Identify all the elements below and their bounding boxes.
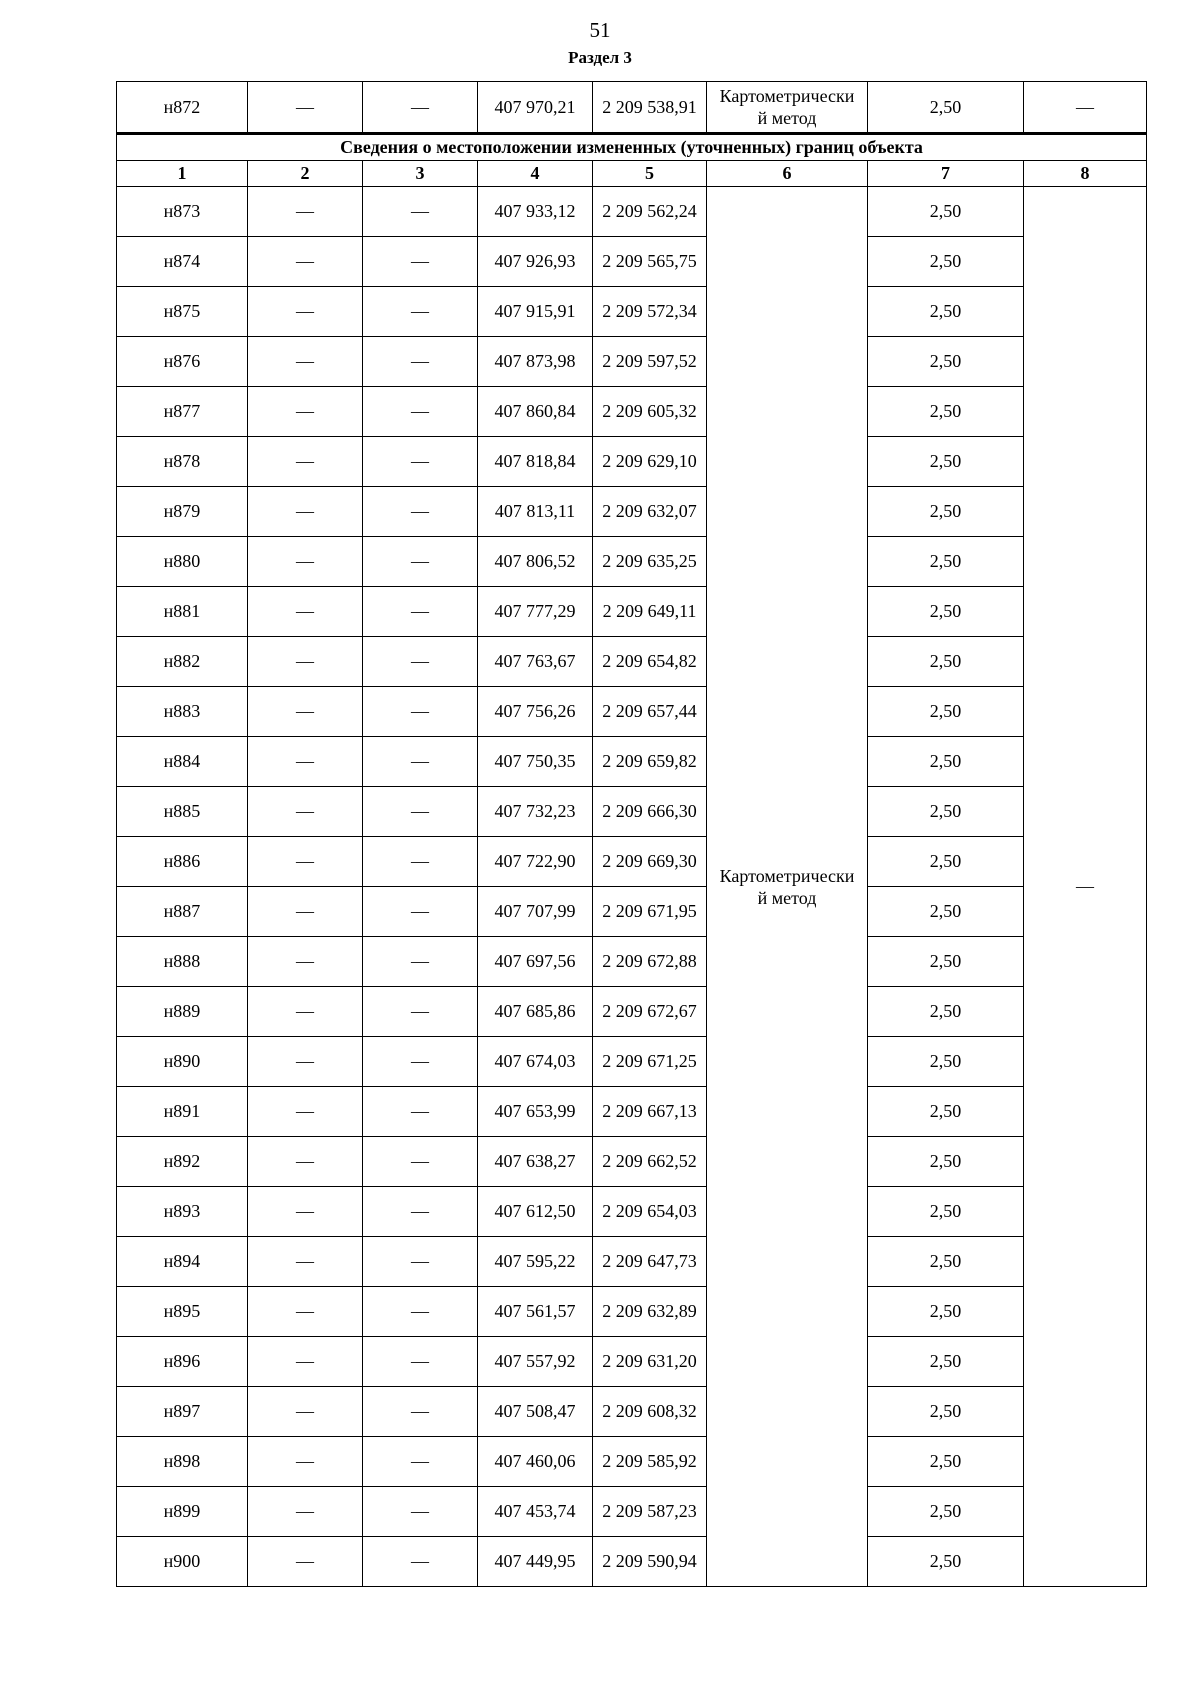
col2-cell: — xyxy=(248,487,363,537)
y-coordinate-cell: 2 209 590,94 xyxy=(593,1537,707,1587)
x-coordinate-cell: 407 707,99 xyxy=(478,887,593,937)
col2-cell: — xyxy=(248,1087,363,1137)
table-row xyxy=(117,587,1147,637)
col3-cell: — xyxy=(363,1037,478,1087)
point-id-cell: н881 xyxy=(117,587,248,637)
col2-cell: — xyxy=(248,937,363,987)
point-id-cell: н897 xyxy=(117,1387,248,1437)
precision-cell: 2,50 xyxy=(868,1187,1024,1237)
table-row xyxy=(117,887,1147,937)
y-coordinate-cell: 2 209 654,03 xyxy=(593,1187,707,1237)
point-id-cell: н887 xyxy=(117,887,248,937)
precision-cell: 2,50 xyxy=(868,587,1024,637)
method-cell xyxy=(707,82,868,134)
table-row xyxy=(117,537,1147,587)
y-coordinate-cell: 2 209 565,75 xyxy=(593,237,707,287)
precision-cell: 2,50 xyxy=(868,1037,1024,1087)
col3-cell: — xyxy=(363,82,478,134)
precision-cell: 2,50 xyxy=(868,82,1024,134)
table-row xyxy=(117,787,1147,837)
table-row xyxy=(117,1487,1147,1537)
precision-cell: 2,50 xyxy=(868,1287,1024,1337)
y-coordinate-cell: 2 209 632,89 xyxy=(593,1287,707,1337)
y-coordinate-cell: 2 209 632,07 xyxy=(593,487,707,537)
precision-cell: 2,50 xyxy=(868,1087,1024,1137)
point-id-cell: н895 xyxy=(117,1287,248,1337)
x-coordinate-cell: 407 722,90 xyxy=(478,837,593,887)
column-number: 4 xyxy=(478,161,593,187)
col3-cell: — xyxy=(363,337,478,387)
col2-cell: — xyxy=(248,587,363,637)
y-coordinate-cell: 2 209 657,44 xyxy=(593,687,707,737)
column-number: 1 xyxy=(117,161,248,187)
table-row xyxy=(117,1237,1147,1287)
point-id-cell: н900 xyxy=(117,1537,248,1587)
precision-cell: 2,50 xyxy=(868,487,1024,537)
precision-cell: 2,50 xyxy=(868,937,1024,987)
x-coordinate-cell: 407 508,47 xyxy=(478,1387,593,1437)
table-row xyxy=(117,1437,1147,1487)
point-id-cell: н882 xyxy=(117,637,248,687)
x-coordinate-cell: 407 685,86 xyxy=(478,987,593,1037)
col2-cell: — xyxy=(248,1037,363,1087)
precision-cell: 2,50 xyxy=(868,637,1024,687)
y-coordinate-cell: 2 209 649,11 xyxy=(593,587,707,637)
col3-cell: — xyxy=(363,887,478,937)
method-line-1: Картометрически xyxy=(719,865,855,886)
point-id-cell: н891 xyxy=(117,1087,248,1137)
point-id-cell: н898 xyxy=(117,1437,248,1487)
precision-cell: 2,50 xyxy=(868,437,1024,487)
point-id-cell: н876 xyxy=(117,337,248,387)
y-coordinate-cell: 2 209 597,52 xyxy=(593,337,707,387)
col3-cell: — xyxy=(363,1337,478,1387)
col3-cell: — xyxy=(363,237,478,287)
point-id-cell: н879 xyxy=(117,487,248,537)
col2-cell: — xyxy=(248,337,363,387)
column-number: 7 xyxy=(868,161,1024,187)
x-coordinate-cell: 407 595,22 xyxy=(478,1237,593,1287)
table-row xyxy=(117,287,1147,337)
col2-cell: — xyxy=(248,537,363,587)
col3-cell: — xyxy=(363,637,478,687)
col2-cell: — xyxy=(248,387,363,437)
point-id-cell: н892 xyxy=(117,1137,248,1187)
precision-cell: 2,50 xyxy=(868,737,1024,787)
y-coordinate-cell: 2 209 671,25 xyxy=(593,1037,707,1087)
y-coordinate-cell: 2 209 572,34 xyxy=(593,287,707,337)
x-coordinate-cell: 407 806,52 xyxy=(478,537,593,587)
point-id-cell: н899 xyxy=(117,1487,248,1537)
col3-cell: — xyxy=(363,487,478,537)
col3-cell: — xyxy=(363,1487,478,1537)
point-id-cell: н883 xyxy=(117,687,248,737)
table-caption: Сведения о местоположении измененных (уточненных) границ объекта xyxy=(117,134,1147,161)
precision-cell: 2,50 xyxy=(868,837,1024,887)
page-number: 51 xyxy=(589,18,611,42)
y-coordinate-cell: 2 209 587,23 xyxy=(593,1487,707,1537)
x-coordinate-cell: 407 557,92 xyxy=(478,1337,593,1387)
table-row xyxy=(117,1387,1147,1437)
col2-cell: — xyxy=(248,437,363,487)
col2-cell: — xyxy=(248,837,363,887)
point-id-cell: н878 xyxy=(117,437,248,487)
x-coordinate-cell: 407 732,23 xyxy=(478,787,593,837)
table-row xyxy=(117,337,1147,387)
precision-cell: 2,50 xyxy=(868,1137,1024,1187)
x-coordinate-cell: 407 449,95 xyxy=(478,1537,593,1587)
y-coordinate-cell: 2 209 647,73 xyxy=(593,1237,707,1287)
x-coordinate-cell: 407 926,93 xyxy=(478,237,593,287)
y-coordinate-cell: 2 209 667,13 xyxy=(593,1087,707,1137)
col2-cell: — xyxy=(248,1237,363,1287)
table-row xyxy=(117,82,1147,134)
y-coordinate-cell: 2 209 672,67 xyxy=(593,987,707,1037)
x-coordinate-cell: 407 818,84 xyxy=(478,437,593,487)
y-coordinate-cell: 2 209 635,25 xyxy=(593,537,707,587)
point-id-cell: н894 xyxy=(117,1237,248,1287)
col2-cell: — xyxy=(248,987,363,1037)
table-caption-row xyxy=(117,134,1147,161)
col3-cell: — xyxy=(363,837,478,887)
column-number: 6 xyxy=(707,161,868,187)
table-row xyxy=(117,1137,1147,1187)
y-coordinate-cell: 2 209 654,82 xyxy=(593,637,707,687)
col2-cell: — xyxy=(248,1487,363,1537)
x-coordinate-cell: 407 674,03 xyxy=(478,1037,593,1087)
table-row xyxy=(117,387,1147,437)
x-coordinate-cell: 407 860,84 xyxy=(478,387,593,437)
column-number-row xyxy=(117,161,1147,187)
col3-cell: — xyxy=(363,787,478,837)
method-line-1: Картометрически xyxy=(719,86,855,106)
y-coordinate-cell: 2 209 662,52 xyxy=(593,1137,707,1187)
precision-cell: 2,50 xyxy=(868,787,1024,837)
y-coordinate-cell: 2 209 631,20 xyxy=(593,1337,707,1387)
table-row xyxy=(117,437,1147,487)
point-id-cell: н886 xyxy=(117,837,248,887)
col3-cell: — xyxy=(363,687,478,737)
point-id-cell: н893 xyxy=(117,1187,248,1237)
col2-cell: — xyxy=(248,287,363,337)
y-coordinate-cell: 2 209 538,91 xyxy=(593,82,707,134)
y-coordinate-cell: 2 209 669,30 xyxy=(593,837,707,887)
col3-cell: — xyxy=(363,537,478,587)
point-id-cell: н880 xyxy=(117,537,248,587)
method-line-2: й метод xyxy=(757,108,817,128)
table-row xyxy=(117,687,1147,737)
precision-cell: 2,50 xyxy=(868,187,1024,237)
col2-cell: — xyxy=(248,1287,363,1337)
col2-cell: — xyxy=(248,637,363,687)
y-coordinate-cell: 2 209 672,88 xyxy=(593,937,707,987)
col3-cell: — xyxy=(363,1187,478,1237)
column-number: 5 xyxy=(593,161,707,187)
table-row xyxy=(117,837,1147,887)
point-id-cell: н884 xyxy=(117,737,248,787)
col3-cell: — xyxy=(363,737,478,787)
y-coordinate-cell: 2 209 629,10 xyxy=(593,437,707,487)
table-row xyxy=(117,187,1147,237)
col2-cell: — xyxy=(248,82,363,134)
col8-cell: — xyxy=(1024,187,1147,1587)
table-row xyxy=(117,1537,1147,1587)
col3-cell: — xyxy=(363,1087,478,1137)
col3-cell: — xyxy=(363,937,478,987)
y-coordinate-cell: 2 209 585,92 xyxy=(593,1437,707,1487)
y-coordinate-cell: 2 209 659,82 xyxy=(593,737,707,787)
col3-cell: — xyxy=(363,987,478,1037)
precision-cell: 2,50 xyxy=(868,687,1024,737)
column-number: 8 xyxy=(1024,161,1147,187)
col3-cell: — xyxy=(363,1537,478,1587)
col2-cell: — xyxy=(248,1137,363,1187)
point-id-cell: н877 xyxy=(117,387,248,437)
point-id-cell: н872 xyxy=(117,82,248,134)
y-coordinate-cell: 2 209 562,24 xyxy=(593,187,707,237)
col2-cell: — xyxy=(248,737,363,787)
col3-cell: — xyxy=(363,287,478,337)
precision-cell: 2,50 xyxy=(868,537,1024,587)
x-coordinate-cell: 407 813,11 xyxy=(478,487,593,537)
section-title: Раздел 3 xyxy=(568,48,632,67)
x-coordinate-cell: 407 873,98 xyxy=(478,337,593,387)
table-row xyxy=(117,1337,1147,1387)
x-coordinate-cell: 407 460,06 xyxy=(478,1437,593,1487)
col3-cell: — xyxy=(363,1137,478,1187)
point-id-cell: н885 xyxy=(117,787,248,837)
table-row xyxy=(117,1037,1147,1087)
x-coordinate-cell: 407 453,74 xyxy=(478,1487,593,1537)
x-coordinate-cell: 407 777,29 xyxy=(478,587,593,637)
method-line-2: й метод xyxy=(757,887,817,908)
precision-cell: 2,50 xyxy=(868,1537,1024,1587)
point-id-cell: н874 xyxy=(117,237,248,287)
col3-cell: — xyxy=(363,1287,478,1337)
col2-cell: — xyxy=(248,237,363,287)
col2-cell: — xyxy=(248,1437,363,1487)
x-coordinate-cell: 407 697,56 xyxy=(478,937,593,987)
precision-cell: 2,50 xyxy=(868,1487,1024,1537)
col2-cell: — xyxy=(248,1537,363,1587)
col2-cell: — xyxy=(248,1187,363,1237)
column-number: 2 xyxy=(248,161,363,187)
col2-cell: — xyxy=(248,1387,363,1437)
coordinates-table xyxy=(116,81,1147,1587)
point-id-cell: н873 xyxy=(117,187,248,237)
precision-cell: 2,50 xyxy=(868,1337,1024,1387)
table-row xyxy=(117,1187,1147,1237)
table-row xyxy=(117,1087,1147,1137)
precision-cell: 2,50 xyxy=(868,387,1024,437)
table-row xyxy=(117,937,1147,987)
x-coordinate-cell: 407 638,27 xyxy=(478,1137,593,1187)
col2-cell: — xyxy=(248,787,363,837)
y-coordinate-cell: 2 209 671,95 xyxy=(593,887,707,937)
col3-cell: — xyxy=(363,587,478,637)
x-coordinate-cell: 407 561,57 xyxy=(478,1287,593,1337)
table-row xyxy=(117,487,1147,537)
x-coordinate-cell: 407 750,35 xyxy=(478,737,593,787)
col2-cell: — xyxy=(248,887,363,937)
precision-cell: 2,50 xyxy=(868,887,1024,937)
col8-cell: — xyxy=(1024,82,1147,134)
precision-cell: 2,50 xyxy=(868,1237,1024,1287)
column-number: 3 xyxy=(363,161,478,187)
precision-cell: 2,50 xyxy=(868,337,1024,387)
x-coordinate-cell: 407 756,26 xyxy=(478,687,593,737)
col2-cell: — xyxy=(248,1337,363,1387)
x-coordinate-cell: 407 970,21 xyxy=(478,82,593,134)
x-coordinate-cell: 407 915,91 xyxy=(478,287,593,337)
precision-cell: 2,50 xyxy=(868,1387,1024,1437)
col3-cell: — xyxy=(363,437,478,487)
precision-cell: 2,50 xyxy=(868,987,1024,1037)
col3-cell: — xyxy=(363,187,478,237)
precision-cell: 2,50 xyxy=(868,1437,1024,1487)
point-id-cell: н888 xyxy=(117,937,248,987)
precision-cell: 2,50 xyxy=(868,237,1024,287)
x-coordinate-cell: 407 612,50 xyxy=(478,1187,593,1237)
table-row xyxy=(117,737,1147,787)
x-coordinate-cell: 407 933,12 xyxy=(478,187,593,237)
y-coordinate-cell: 2 209 608,32 xyxy=(593,1387,707,1437)
col2-cell: — xyxy=(248,687,363,737)
y-coordinate-cell: 2 209 666,30 xyxy=(593,787,707,837)
col2-cell: — xyxy=(248,187,363,237)
x-coordinate-cell: 407 653,99 xyxy=(478,1087,593,1137)
table-row xyxy=(117,1287,1147,1337)
col3-cell: — xyxy=(363,1387,478,1437)
col3-cell: — xyxy=(363,1437,478,1487)
point-id-cell: н875 xyxy=(117,287,248,337)
point-id-cell: н889 xyxy=(117,987,248,1037)
table-row xyxy=(117,637,1147,687)
precision-cell: 2,50 xyxy=(868,287,1024,337)
col3-cell: — xyxy=(363,1237,478,1287)
table-row xyxy=(117,987,1147,1037)
method-cell xyxy=(707,187,868,1587)
y-coordinate-cell: 2 209 605,32 xyxy=(593,387,707,437)
col3-cell: — xyxy=(363,387,478,437)
table-row xyxy=(117,237,1147,287)
point-id-cell: н890 xyxy=(117,1037,248,1087)
point-id-cell: н896 xyxy=(117,1337,248,1387)
x-coordinate-cell: 407 763,67 xyxy=(478,637,593,687)
